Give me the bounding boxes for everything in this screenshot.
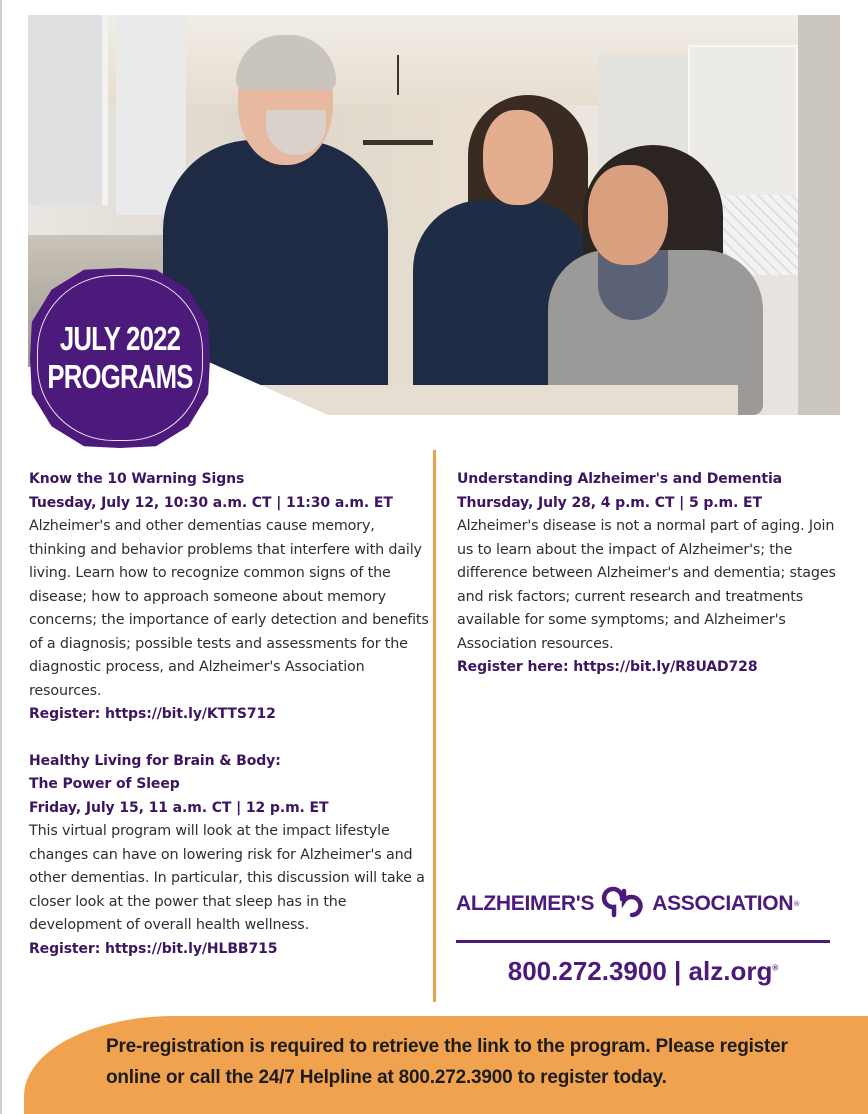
badge-line-1: JULY 2022 [59, 320, 181, 357]
contact-separator: | [666, 956, 689, 986]
program-description: This virtual program will look at the impact lifestyle changes can have on lowering risk for Alzheimer's and other dementias. In particular, this discussion will take a closer look at the power that sleep has in the development of overall health wellness. [29, 823, 425, 933]
programs-badge [30, 268, 210, 448]
program-subtitle: The Power of Sleep [29, 776, 180, 792]
program-description: Alzheimer's disease is not a normal part of aging. Join us to learn about the impact of Alzheimer's; the difference between Alzheimer's and dementia; stages and risk factors; current research and treatments available for some symptoms; and Alzheimer's Association resources. [457, 518, 836, 652]
logo-word-left: ALZHEIMER'S [456, 892, 595, 915]
program-date: Tuesday, July 12, 10:30 a.m. CT | 11:30 a.m. ET [29, 494, 393, 511]
registration-notice: Pre-registration is required to retrieve the link to the program. Please register online or call the 24/7 Helpline at 800.272.3900 to register today. [106, 1036, 788, 1088]
program-title: Healthy Living for Brain & Body: [29, 752, 281, 769]
programs-left-column [29, 468, 429, 961]
program-description: Alzheimer's and other dementias cause memory, thinking and behavior problems that interfere with daily living. Learn how to recognize common signs of the disease; how to approach someone about memory concerns; the importance of early detection and benefits of a diagnosis; possible tests and assessments for the diagnostic process, and Alzheimer's Association resources. [29, 518, 429, 699]
program-date: Thursday, July 28, 4 p.m. CT | 5 p.m. ET [457, 494, 762, 511]
registered-mark: ® [772, 963, 779, 973]
registered-mark: ® [793, 900, 801, 908]
helpline-phone[interactable]: 800.272.3900 [507, 956, 667, 986]
page-edge [0, 0, 2, 1114]
logo-word-right: ASSOCIATION [652, 892, 794, 915]
program-healthy-living [29, 750, 429, 962]
program-understanding-alzheimers [457, 468, 837, 680]
program-register-link[interactable]: Register here: https://bit.ly/R8UAD728 [457, 659, 758, 675]
column-divider [433, 450, 436, 1002]
logo-rule [456, 940, 830, 943]
alzheimers-logo-icon [600, 885, 646, 923]
program-date: Friday, July 15, 11 a.m. CT | 12 p.m. ET [29, 799, 329, 816]
program-register-link[interactable]: Register: https://bit.ly/HLBB715 [29, 940, 278, 957]
program-warning-signs [29, 468, 429, 727]
alzheimers-association-logo [456, 884, 836, 924]
photo-person-face [588, 165, 668, 265]
badge-text [47, 268, 193, 448]
photo-wall [798, 15, 840, 415]
website-link[interactable]: alz.org [688, 956, 773, 986]
badge-line-2: PROGRAMS [47, 358, 193, 395]
photo-person-face [483, 110, 553, 205]
photo-cabinet [28, 15, 108, 205]
contact-line [456, 956, 830, 987]
program-title: Understanding Alzheimer's and Dementia [457, 471, 783, 487]
programs-right-column [457, 468, 837, 680]
program-register-link[interactable]: Register: https://bit.ly/KTTS712 [29, 706, 276, 722]
program-title: Know the 10 Warning Signs [29, 471, 245, 487]
photo-chandelier [363, 75, 433, 145]
